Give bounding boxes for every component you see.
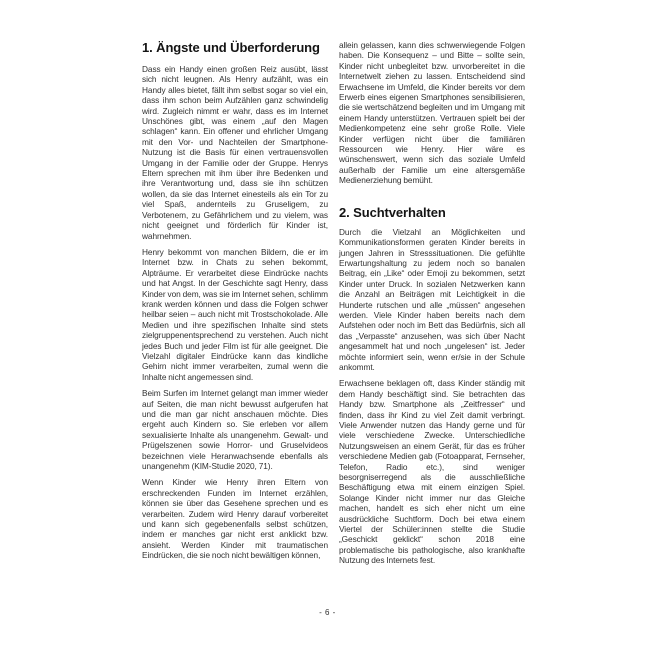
left-column xyxy=(142,40,328,566)
page-number: - 6 - xyxy=(319,608,336,617)
body-paragraph-continuation: allein gelassen, kann dies schwerwiegende Folgen haben. Die Konsequenz – und Bitte – sollte sein, Kinder nicht unbegleitet bzw. unvorbereitet in die Internetwelt ziehen zu lassen. Entscheidend sind Erwachsene im Umfeld, die Kinder bereits vor dem Erwerb eines eigenen Smartphones sensibilisieren, die sie wertschätzend begleiten und im Umgang mit einem Handy unterstützen. Vertrauen spielt bei der Medienkompetenz eine sehr große Rolle. Viele Kinder verfügen nicht über die familiären Ressourcen wie Henry. Hier wäre es wünschenswert, wenn sich das soziale Umfeld außerhalb der Familie um eine altersgemäße Medienerziehung bemüht. xyxy=(339,40,525,186)
body-paragraph: Durch die Vielzahl an Möglichkeiten und Kommunikationsformen geraten Kinder bereits in jungen Jahren in Stresssituationen. Die gefühlte Erwartungshaltung zu jedem noch so banalen Beitrag, ein „Like“ oder Emoji zu bekommen, setzt Kinder unter Druck. In sozialen Netzwerken kann die Anzahl an Beiträgen mit Leichtigkeit in die Hunderte rutschen und alle „müssen“ angesehen werden. Viele Kinder haben bereits nach dem Aufstehen oder noch im Bett das Bedürfnis, sich all das „Verpasste“ anzusehen, was sich über Nacht angesammelt hat und noch „ungelesen“ ist. Jeder möchte informiert sein, wenn er/sie in der Schule ankommt. xyxy=(339,226,525,372)
body-paragraph: Wenn Kinder wie Henry ihren Eltern von erschreckenden Funden im Internet erzählen, können sie über das Gesehene sprechen und es verarbeiten. Zudem wird Henry darauf vorbereitet und kann sich gegebenenfalls selbst schützen, indem er manches gar nicht erst anklickt bzw. ansieht. Werden Kinder mit traumatischen Eindrücken, die sie noch nicht bewältigen können, xyxy=(142,477,328,561)
body-paragraph: Henry bekommt von manchen Bildern, die er im Internet bzw. in Chats zu sehen bekommt, Alpträume. Er verarbeitet diese Eindrücke nachts und hat Angst. In der Geschichte sagt Henry, dass Kinder von dem, was sie im Internet sehen, schlimm krank werden können und dass die Folgen schwer heilbar seien – auch nicht mit Trostschokolade. Alle Medien und ihre spezifischen Inhalte sind stets zielgruppenentsprechend zu verstehen. Auch nicht jedes Buch und jeder Film ist für alle geeignet. Die Vielzahl digitaler Eindrücke kann das kindliche Gehirn nicht immer verarbeiten, zumal wenn die Inhalte nicht angemessen sind. xyxy=(142,246,328,382)
body-paragraph: Erwachsene beklagen oft, dass Kinder ständig mit dem Handy beschäftigt sind. Sie betrachten das Handy bzw. Smartphone als „Zeitfresser“ und finden, dass ihr Kind zu viel Zeit damit verbringt. Viele Anwender nutzen das Handy gerne und für viele verschiedene Zwecke. Unterschiedliche Nutzungsweisen an einem Gerät, für das es früher verschiedene Medien gab (Fotoapparat, Fernseher, Telefon, Radio etc.), sind weniger besorgniserregend als die ausschließliche Beschäftigung etwa mit einem einzigen Spiel. Solange Kinder nicht immer nur das Gleiche machen, handelt es sich eher nicht um eine ausdrückliche Suchtform. Doch bei etwa einem Viertel der Schüler:innen stellte die Studie „Geschickt geklickt“ schon 2018 eine problematische bis pathologische, also krankhafte Nutzung des Internets fest. xyxy=(339,378,525,566)
right-column xyxy=(339,40,525,566)
section-1-heading: 1. Ängste und Überforderung xyxy=(142,40,320,55)
page-content xyxy=(142,40,526,566)
body-paragraph: Beim Surfen im Internet gelangt man immer wieder auf Seiten, die man nicht bewusst aufgerufen hat und die man gar nicht anschauen möchte. Dies ergeht auch Kindern so. Sie erleben vor allem sexualisierte Inhalte als unangenehm. Gewalt- und Prügelszenen sowie Horror- und Gruselvideos bezeichnen viele Heranwachsende ebenfalls als unangenehm (KIM-Studie 2020, 71). xyxy=(142,388,328,472)
section-2-heading: 2. Suchtverhalten xyxy=(339,204,446,220)
body-paragraph: Dass ein Handy einen großen Reiz ausübt, lässt sich nicht leugnen. Als Henry aufzählt, was ein Handy alles bietet, fällt ihm selbst sogar so viel ein, dass ihm schon beim Aufzählen ganz schwindelig wird. Zugleich nimmt er wahr, dass es im Internet Unschönes gibt, was einem „auf den Magen schlagen“ kann. Ein offener und ehrlicher Umgang mit den Vor- und Nachteilen der Smartphone-Nutzung ist die Basis für einen vertrauensvollen Umgang in der Familie oder der Gruppe. Henrys Eltern sprechen mit ihm über ihre Bedenken und ihre Verantwortung und, dass sie ihn schützen wollen, da sie das Internet einesteils als ein Tor zu viel Spaß, andernteils zu Gruseligem, zu Verbotenem, zu Gefährlichem und zu vielem, was nicht geeignet und förderlich für Kinder ist, wahrnehmen. xyxy=(142,64,328,241)
